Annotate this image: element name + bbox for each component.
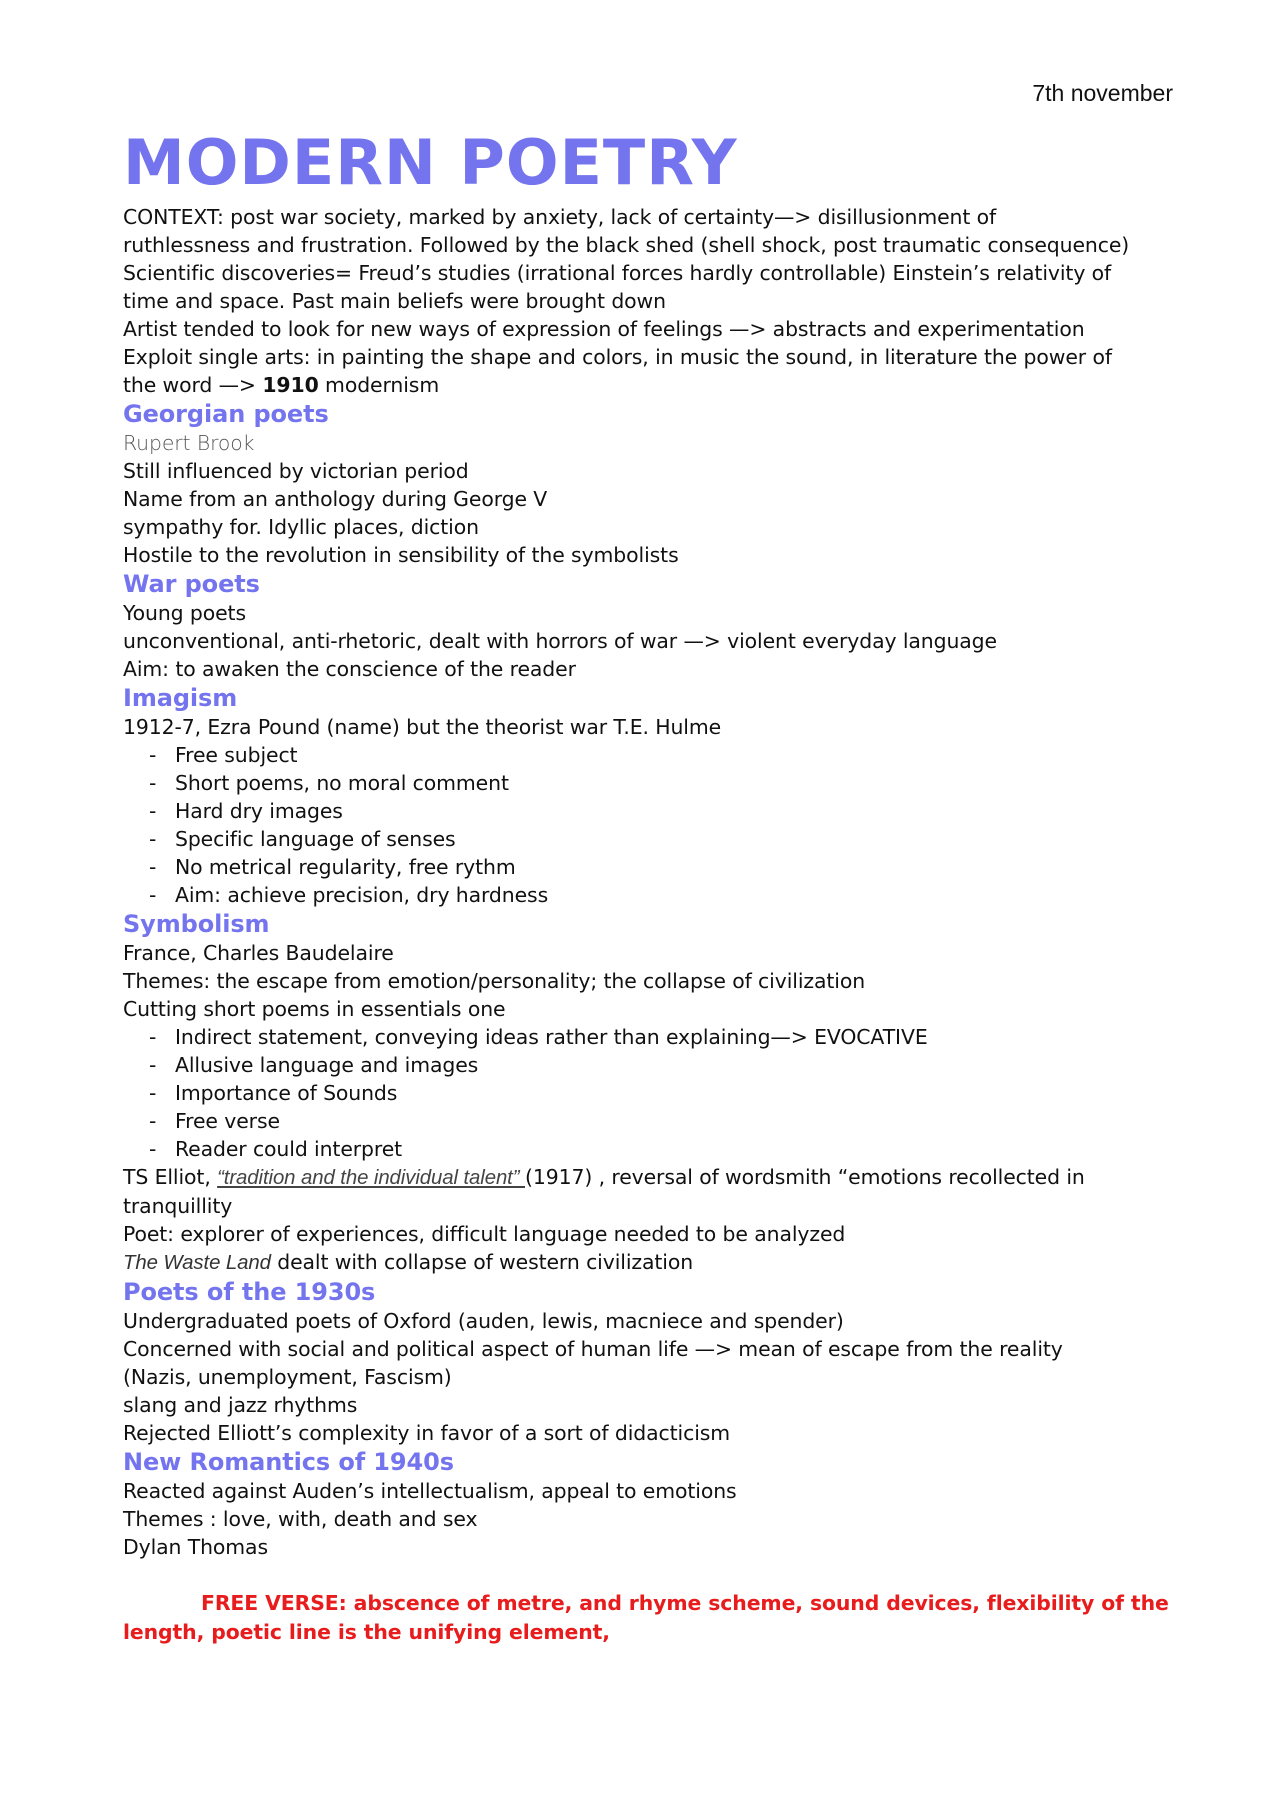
bullet-text: Indirect statement, conveying ideas rather than explaining—> EVOCATIVE: [175, 1025, 928, 1049]
dash-icon: -: [149, 1109, 157, 1133]
waste-land-suffix: dealt with collapse of western civilization: [270, 1250, 694, 1274]
section-heading-georgian: Georgian poets: [123, 400, 329, 428]
eliot-prefix: TS Elliot,: [123, 1165, 218, 1189]
symbolism-section: [123, 909, 1173, 1277]
poet-line: Poet: explorer of experiences, difficult language needed to be analyzed: [123, 1222, 846, 1246]
bullet-text: Free verse: [175, 1109, 280, 1133]
waste-land-line: [123, 1248, 1173, 1277]
spacer: [123, 1561, 1173, 1589]
imagism-intro: 1912-7, Ezra Pound (name) but the theorist war T.E. Hulme: [123, 715, 722, 739]
context-line: Scientific discoveries= Freud’s studies (irrational forces hardly controllable) Einstein’s relativity of: [123, 261, 1112, 285]
thirties-line: slang and jazz rhythms: [123, 1393, 358, 1417]
bullet-item: [123, 769, 1173, 797]
bullet-item: [123, 1079, 1173, 1107]
context-line: CONTEXT: post war society, marked by anxiety, lack of certainty—> disillusionment of: [123, 205, 997, 229]
thirties-section: [123, 1277, 1173, 1447]
essay-title-link[interactable]: “tradition and the individual talent”: [217, 1167, 526, 1189]
thirties-line: (Nazis, unemployment, Fascism): [123, 1365, 452, 1389]
context-text: modernism: [318, 373, 440, 397]
symbolism-line: France, Charles Baudelaire: [123, 941, 394, 965]
dash-icon: -: [149, 1081, 157, 1105]
section-heading-imagism: Imagism: [123, 684, 238, 712]
eliot-line: [123, 1163, 1173, 1192]
imagism-section: [123, 683, 1173, 909]
section-heading-1940s: New Romantics of 1940s: [123, 1448, 454, 1476]
context-line: time and space. Past main beliefs were brought down: [123, 289, 666, 313]
dash-icon: -: [149, 743, 157, 767]
thirties-line: Rejected Elliott’s complexity in favor of a sort of didacticism: [123, 1421, 731, 1445]
date-label: 7th november: [1032, 80, 1173, 106]
context-line: Artist tended to look for new ways of expression of feelings —> abstracts and experimentation: [123, 317, 1085, 341]
bullet-item: [123, 825, 1173, 853]
dash-icon: -: [149, 799, 157, 823]
context-text: the word —>: [123, 373, 263, 397]
symbolism-line: Themes: the escape from emotion/personality; the collapse of civilization: [123, 969, 866, 993]
georgian-line: Name from an anthology during George V: [123, 487, 548, 511]
war-line: Aim: to awaken the conscience of the reader: [123, 657, 576, 681]
eliot-continuation: tranquillity: [123, 1194, 233, 1218]
page-title: MODERN POETRY: [123, 126, 738, 199]
bullet-text: Free subject: [175, 743, 298, 767]
context-section: [123, 203, 1173, 399]
bullet-item: [123, 797, 1173, 825]
context-line: ruthlessness and frustration. Followed by the black shed (shell shock, post traumatic consequence): [123, 233, 1130, 257]
georgian-line: sympathy for. Idyllic places, diction: [123, 515, 479, 539]
dash-icon: -: [149, 883, 157, 907]
bullet-item: [123, 1023, 1173, 1051]
dash-icon: -: [149, 827, 157, 851]
bullet-text: Specific language of senses: [175, 827, 456, 851]
georgian-line: Hostile to the revolution in sensibility of the symbolists: [123, 543, 679, 567]
bullet-text: Allusive language and images: [175, 1053, 479, 1077]
section-heading-1930s: Poets of the 1930s: [123, 1278, 376, 1306]
context-line: [123, 371, 1173, 399]
bullet-text: Short poems, no moral comment: [175, 771, 509, 795]
free-verse-text: FREE VERSE: abscence of metre, and rhyme scheme, sound devices, flexibility of the length, poetic line is the unifying element,: [123, 1591, 1169, 1644]
context-line: Exploit single arts: in painting the shape and colors, in music the sound, in literature the power of: [123, 345, 1112, 369]
section-heading-war: War poets: [123, 570, 260, 598]
free-verse-note: [123, 1589, 1173, 1647]
bullet-item: [123, 853, 1173, 881]
georgian-section: [123, 399, 1173, 569]
forties-line: Dylan Thomas: [123, 1535, 268, 1559]
dash-icon: -: [149, 771, 157, 795]
bullet-text: Hard dry images: [175, 799, 343, 823]
war-line: unconventional, anti-rhetoric, dealt with horrors of war —> violent everyday language: [123, 629, 997, 653]
document-body: [123, 203, 1173, 1647]
author-name: Rupert Brook: [123, 431, 255, 455]
bullet-item: [123, 1135, 1173, 1163]
bullet-text: Aim: achieve precision, dry hardness: [175, 883, 549, 907]
bullet-text: Reader could interpret: [175, 1137, 403, 1161]
bullet-item: [123, 741, 1173, 769]
section-heading-symbolism: Symbolism: [123, 910, 270, 938]
symbolism-line: Cutting short poems in essentials one: [123, 997, 506, 1021]
dash-icon: -: [149, 855, 157, 879]
forties-line: Themes : love, with, death and sex: [123, 1507, 478, 1531]
forties-section: [123, 1447, 1173, 1561]
dash-icon: -: [149, 1053, 157, 1077]
war-line: Young poets: [123, 601, 246, 625]
bullet-text: Importance of Sounds: [175, 1081, 398, 1105]
bullet-item: [123, 1051, 1173, 1079]
eliot-suffix: (1917) , reversal of wordsmith “emotions recollected in: [525, 1165, 1085, 1189]
bullet-text: No metrical regularity, free rythm: [175, 855, 516, 879]
dash-icon: -: [149, 1137, 157, 1161]
forties-line: Reacted against Auden’s intellectualism, appeal to emotions: [123, 1479, 737, 1503]
thirties-line: Concerned with social and political aspect of human life —> mean of escape from the reality: [123, 1337, 1063, 1361]
thirties-line: Undergraduated poets of Oxford (auden, lewis, macniece and spender): [123, 1309, 844, 1333]
poem-title: The Waste Land: [123, 1252, 271, 1274]
war-section: [123, 569, 1173, 683]
bullet-item: [123, 1107, 1173, 1135]
georgian-line: Still influenced by victorian period: [123, 459, 469, 483]
bullet-item: [123, 881, 1173, 909]
year-1910: 1910: [262, 373, 319, 397]
dash-icon: -: [149, 1025, 157, 1049]
